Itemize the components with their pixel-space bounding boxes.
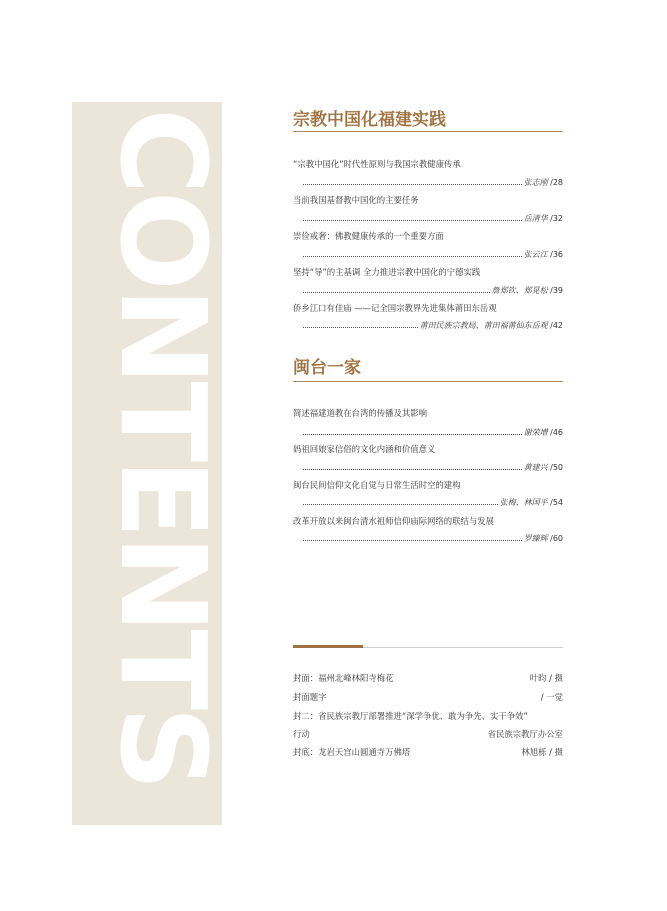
toc-entry-page: /32 — [550, 214, 563, 223]
toc-entry-page: /36 — [550, 250, 563, 259]
credit-line — [293, 672, 563, 684]
toc-entry-page: /54 — [550, 498, 563, 507]
contents-vertical-title: CONTENTS — [94, 108, 232, 787]
toc-entry-title[interactable]: 改革开放以来闽台清水祖师信仰庙际网络的联结与发展 — [293, 516, 494, 526]
toc-entry-title[interactable]: 简述福建道教在台湾的传播及其影响 — [293, 408, 427, 418]
toc-entry-title[interactable]: 当前我国基督教中国化的主要任务 — [293, 195, 419, 205]
toc-entry-title[interactable]: 妈祖回娘家信俗的文化内涵和价值意义 — [293, 444, 436, 454]
toc-entry-page: /50 — [550, 463, 563, 472]
toc-entry-author: 莆田民族宗教局、莆田福莆仙东岳观 — [419, 321, 548, 330]
section-rule-2 — [293, 381, 563, 382]
credit-attribution: / 一觉 — [540, 692, 563, 702]
credit-line — [293, 728, 563, 740]
toc-entry-page: /46 — [550, 428, 563, 437]
toc-entry-line — [293, 320, 563, 331]
section-rule-1 — [293, 131, 563, 132]
toc-entry-line — [293, 427, 563, 438]
credit-label: 封面题字 — [293, 692, 327, 702]
toc-entry-page: /42 — [550, 321, 563, 330]
credit-attribution: 省民族宗教厅办公室 — [487, 729, 563, 739]
toc-entry-line — [293, 462, 563, 473]
toc-entry-author: 詹郑钦、郑晃松 — [491, 286, 548, 295]
credit-label: 封二：省民族宗教厅部署推进“深学争优、敢为争先、实干争效” — [293, 711, 528, 721]
toc-entry-line — [293, 533, 563, 544]
toc-entry-title[interactable]: 闽台民间信仰文化自觉与日常生活时空的建构 — [293, 480, 461, 490]
toc-entry-author: 张志刚 — [523, 178, 548, 187]
toc-entry-page: /60 — [550, 534, 563, 543]
toc-entry-author: 张梅、林国平 — [499, 498, 548, 507]
toc-entry-title[interactable]: 崇俭戒奢：佛教健康传承的一个重要方面 — [293, 231, 444, 241]
section-title-2: 闽台一家 — [293, 358, 361, 378]
credits-accent-bar — [293, 645, 363, 648]
toc-entry-line — [293, 249, 563, 260]
credit-label: 封面：福州北峰林阳寺梅花 — [293, 673, 394, 683]
credit-attribution: 林旭栎 / 摄 — [521, 747, 563, 757]
toc-entry-line — [293, 285, 563, 296]
toc-entry-line — [293, 213, 563, 224]
section-title-1: 宗教中国化福建实践 — [293, 110, 446, 130]
toc-entry-page: /28 — [550, 178, 563, 187]
toc-entry-title[interactable]: 坚持“导”的主基调 全力推进宗教中国化的宁德实践 — [293, 267, 481, 277]
toc-entry-author: 岳清华 — [523, 214, 548, 223]
credit-line — [293, 710, 563, 722]
credits-rule — [363, 647, 563, 648]
credit-attribution: 叶昀 / 摄 — [529, 673, 563, 683]
toc-entry-title[interactable]: 侨乡江口有佳庙 ——记全国宗教界先进集体莆田东岳观 — [293, 303, 497, 313]
toc-entry-line — [293, 497, 563, 508]
credit-label: 封底：龙岩天宫山圆通寺万佛塔 — [293, 747, 411, 757]
toc-entry-title[interactable]: “宗教中国化”时代性原则与我国宗教健康传承 — [293, 159, 461, 169]
toc-entry-line — [293, 177, 563, 188]
toc-entry-page: /39 — [550, 286, 563, 295]
toc-entry-author: 谢荣增 — [523, 428, 548, 437]
toc-entry-author: 黄建兴 — [523, 463, 548, 472]
credit-line — [293, 746, 563, 758]
credit-line — [293, 691, 563, 703]
toc-entry-author: 罗臻辉 — [523, 534, 548, 543]
toc-entry-author: 张云江 — [523, 250, 548, 259]
credit-label: 行动 — [293, 729, 310, 739]
